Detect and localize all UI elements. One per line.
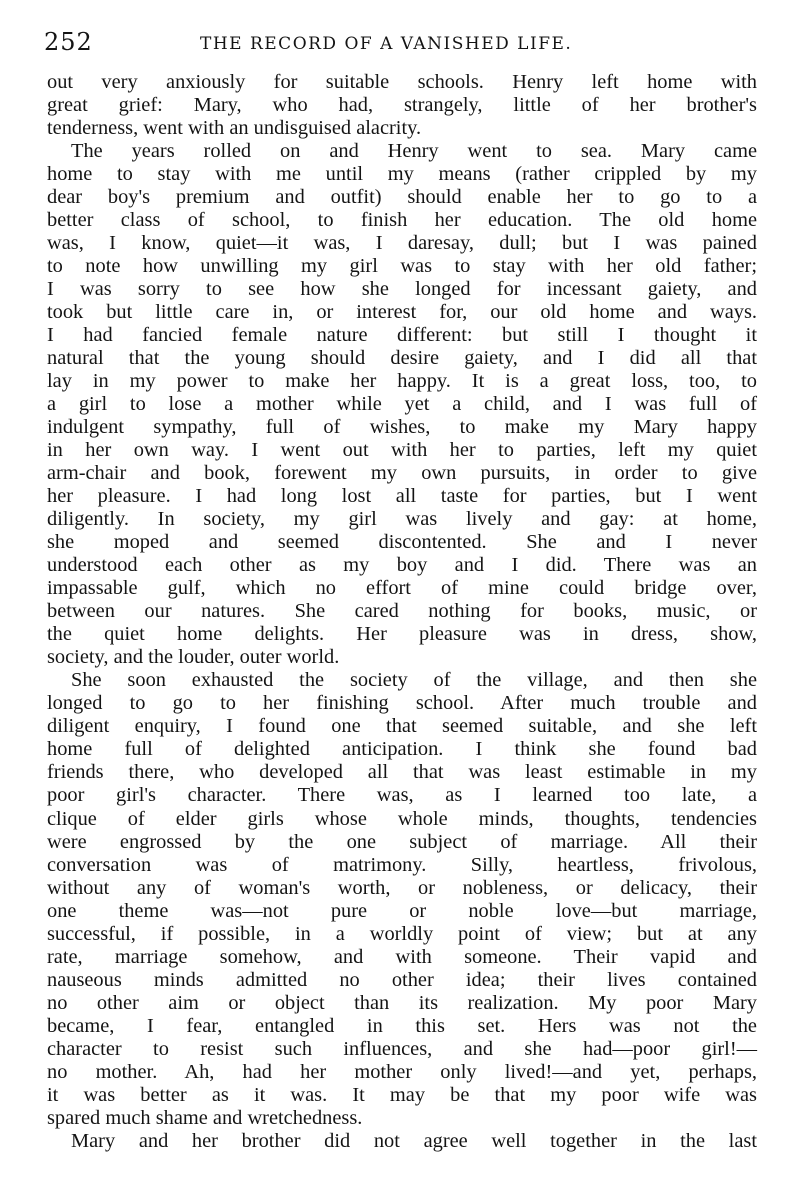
running-head: [44, 26, 754, 62]
text-line: nauseous minds admitted no other idea; their lives contained: [47, 968, 757, 991]
text-line: between our natures. She cared nothing for books, music, or: [47, 600, 757, 623]
running-title: THE RECORD OF A VANISHED LIFE.: [200, 34, 573, 54]
text-line: society, and the louder, outer world.: [47, 646, 340, 669]
text-line: indulgent sympathy, full of wishes, to make my Mary happy: [47, 416, 757, 439]
text-line: poor girl's character. There was, as I learned too late, a: [47, 784, 757, 807]
text-line: character to resist such influences, and she had—poor girl!—: [47, 1037, 757, 1060]
text-line: I had fancied female nature different: but still I thought it: [47, 324, 757, 347]
text-line: were engrossed by the one subject of marriage. All their: [47, 830, 757, 853]
text-line: to note how unwilling my girl was to stay with her old father;: [47, 255, 757, 278]
text-line: was, I know, quiet—it was, I daresay, dull; but I was pained: [47, 232, 757, 255]
text-line: great grief: Mary, who had, strangely, little of her brother's: [47, 94, 757, 117]
text-line: home to stay with me until my means (rather crippled by my: [47, 163, 757, 186]
text-line: it was better as it was. It may be that my poor wife was: [47, 1083, 757, 1106]
text-line: a girl to lose a mother while yet a child, and I was full of: [47, 393, 757, 416]
text-line: The years rolled on and Henry went to sea. Mary came: [71, 140, 757, 163]
text-line: she moped and seemed discontented. She and I never: [47, 531, 757, 554]
text-line: dear boy's premium and outfit) should enable her to go to a: [47, 186, 757, 209]
text-line: conversation was of matrimony. Silly, heartless, frivolous,: [47, 853, 757, 876]
text-line: spared much shame and wretchedness.: [47, 1106, 363, 1129]
text-line: clique of elder girls whose whole minds, thoughts, tendencies: [47, 807, 757, 830]
text-line: without any of woman's worth, or nobleness, or delicacy, their: [47, 876, 757, 899]
text-line: natural that the young should desire gaiety, and I did all that: [47, 347, 757, 370]
text-line: successful, if possible, in a worldly point of view; but at any: [47, 922, 757, 945]
text-line: out very anxiously for suitable schools. Henry left home with: [47, 71, 757, 93]
body-text: [47, 71, 757, 1153]
text-line: diligent enquiry, I found one that seemed suitable, and she left: [47, 715, 757, 738]
text-line: tenderness, went with an undisguised alacrity.: [47, 117, 422, 140]
text-line: longed to go to her finishing school. After much trouble and: [47, 692, 757, 715]
text-line: no other aim or object than its realization. My poor Mary: [47, 991, 757, 1014]
text-line: no mother. Ah, had her mother only lived!—and yet, perhaps,: [47, 1060, 757, 1083]
text-line: lay in my power to make her happy. It is a great loss, too, to: [47, 370, 757, 393]
text-line: diligently. In society, my girl was lively and gay: at home,: [47, 508, 757, 531]
text-line: better class of school, to finish her education. The old home: [47, 209, 757, 232]
text-line: in her own way. I went out with her to parties, left my quiet: [47, 439, 757, 462]
text-line: friends there, who developed all that was least estimable in my: [47, 761, 757, 784]
text-line: I was sorry to see how she longed for incessant gaiety, and: [47, 278, 757, 301]
text-line: one theme was—not pure or noble love—but marriage,: [47, 899, 757, 922]
text-line: became, I fear, entangled in this set. Hers was not the: [47, 1014, 757, 1037]
text-line: She soon exhausted the society of the village, and then she: [71, 669, 757, 692]
text-line: Mary and her brother did not agree well together in the last: [71, 1129, 757, 1152]
text-line: home full of delighted anticipation. I think she found bad: [47, 738, 757, 761]
text-line: understood each other as my boy and I did. There was an: [47, 554, 757, 577]
text-line: her pleasure. I had long lost all taste for parties, but I went: [47, 485, 757, 508]
page-number: 252: [44, 28, 93, 56]
text-line: arm-chair and book, forewent my own pursuits, in order to give: [47, 462, 757, 485]
text-line: rate, marriage somehow, and with someone. Their vapid and: [47, 945, 757, 968]
text-line: the quiet home delights. Her pleasure was in dress, show,: [47, 623, 757, 646]
text-line: impassable gulf, which no effort of mine could bridge over,: [47, 577, 757, 600]
text-line: took but little care in, or interest for, our old home and ways.: [47, 301, 757, 324]
